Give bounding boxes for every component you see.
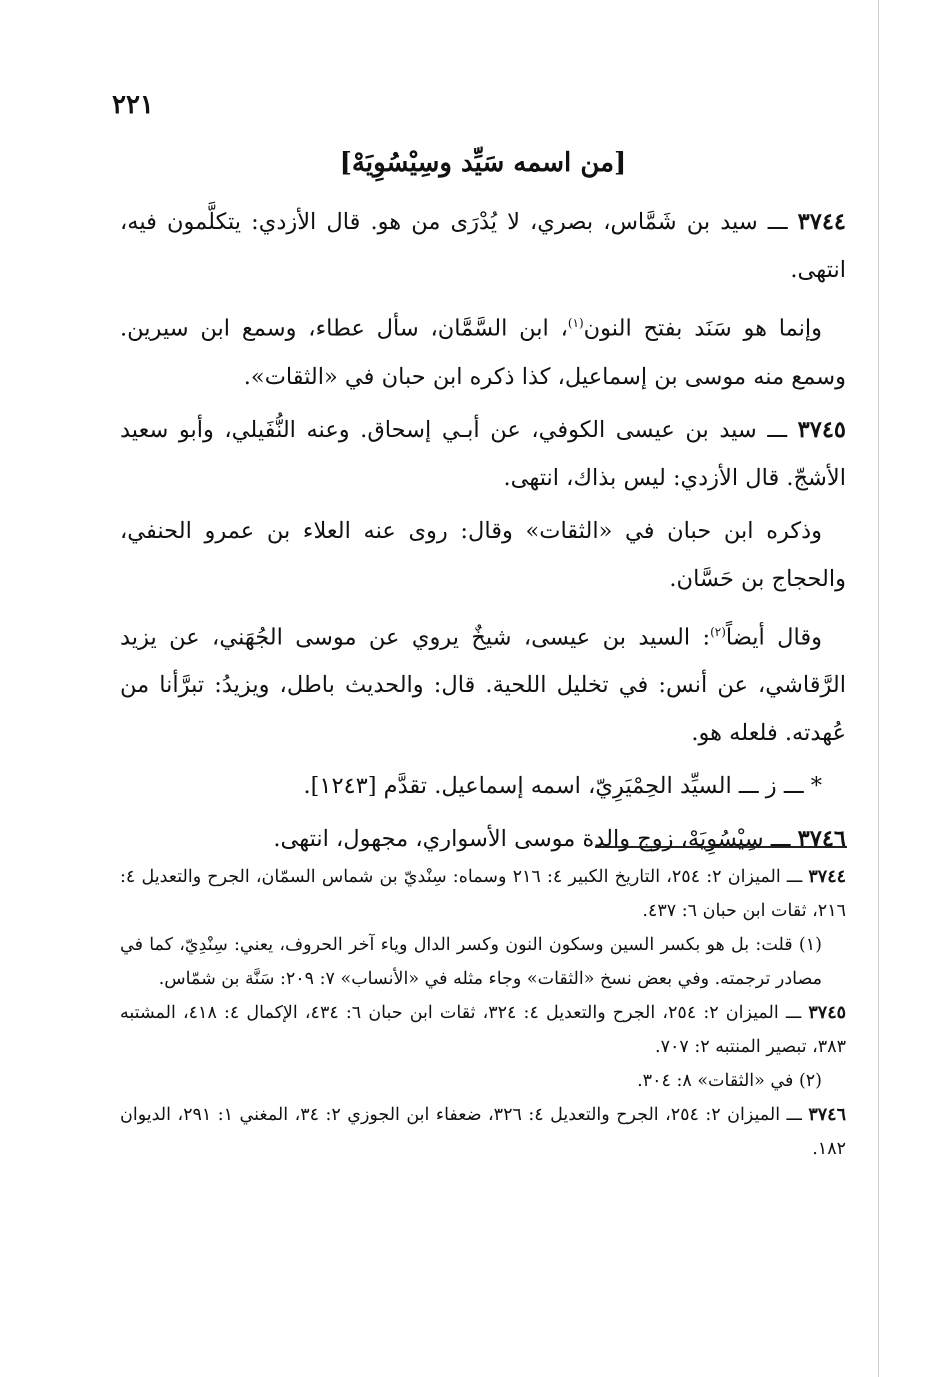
footnote-2: (٢) في «الثقات» ٨: ٣٠٤. xyxy=(637,1071,822,1091)
note-number: ٣٧٤٦ xyxy=(808,1105,846,1125)
paragraph-text: وإنما هو سَنَد بفتح النون xyxy=(583,315,822,342)
note-text: ـــ الميزان ٢: ٢٥٤، الجرح والتعديل ٤: ٣٢٦، ضعفاء ابن الجوزي ٢: ٣٤، المغني ١: ٢٩١، الديوان ١٨٢. xyxy=(120,1105,846,1159)
entry-text: ـــ سيد بن شَمَّاس، بصري، لا يُدْرَى من هو. قال الأزدي: يتكلَّمون فيه، انتهى. xyxy=(120,209,846,283)
paragraph-text: : السيد بن عيسى، شيخٌ يروي عن موسى الجُهَني، عن يزيد الرَّقاشي، عن أنس: في تخليل اللحية. قال: والحديث باطل، ويزيدُ: تبرَّأنا من عُهدته. فلعله هو. xyxy=(120,624,846,746)
source-note-3746 xyxy=(120,1098,846,1166)
note-text: ـــ الميزان ٢: ٢٥٤، الجرح والتعديل ٤: ٣٢٤، ثقات ابن حبان ٦: ٤٣٤، الإكمال ٤: ٤١٨، المشتبه ٣٨٣، تبصير المنتبه ٢: ٧٠٧. xyxy=(120,1003,846,1057)
section-heading: [من اسمه سَيِّد وسِيْسُوِيَهْ] xyxy=(339,148,627,178)
entry-3744 xyxy=(120,198,846,294)
entry-3745 xyxy=(120,406,846,502)
note-text: ـــ الميزان ٢: ٢٥٤، التاريخ الكبير ٤: ٢١٦ وسماه: سِنْديّ بن شماس السمّان، الجرح والتعديل ٤: ٢١٦، ثقات ابن حبان ٦: ٤٣٧. xyxy=(120,867,846,921)
footnote-1: (١) قلت: بل هو بكسر السين وسكون النون وكسر الدال وياء آخر الحروف، يعني: سِنْدِيّ، كما في مصادر ترجمته. وفي بعض نسخ «الثقات» وجاء مثله في «الأنساب» ٧: ٢٠٩: سَنَّة بن شمّاس. xyxy=(120,935,822,989)
paragraph: وذكره ابن حبان في «الثقات» وقال: روى عنه العلاء بن عمرو الحنفي، والحجاج بن حَسَّان. xyxy=(120,517,846,592)
note-number: ٣٧٤٥ xyxy=(808,1003,846,1023)
paragraph xyxy=(120,608,846,758)
main-text xyxy=(120,198,846,868)
entry-number: ٣٧٤٥ xyxy=(797,416,846,443)
entry-3746 xyxy=(120,815,846,863)
entry-text: ـــ سيد بن عيسى الكوفي، عن أبـي إسحاق. وعنه النُّفَيلي، وأبو سعيد الأشجّ. قال الأزدي: ليس بذاك، انتهى. xyxy=(120,416,846,491)
paragraph xyxy=(120,299,846,401)
footnotes xyxy=(120,860,846,1166)
footnote-ref: (١) xyxy=(567,316,584,330)
source-note-3744 xyxy=(120,860,846,928)
entry-number: ٣٧٤٤ xyxy=(797,209,846,235)
paragraph-text: وقال أيضاً xyxy=(725,624,823,650)
cross-reference-line: * ـــ ز ـــ السيِّد الحِمْيَرِيّ، اسمه إسماعيل. تقدَّم [١٢٤٣]. xyxy=(303,773,822,799)
page-number: ٢٢١ xyxy=(112,90,154,120)
footnote-ref: (٢) xyxy=(710,624,726,639)
entry-number: ٣٧٤٦ xyxy=(797,826,846,852)
note-number: ٣٧٤٤ xyxy=(808,867,847,887)
footnote-separator xyxy=(595,846,847,848)
entry-text: ـــ سِيْسُوِيَهْ، زوج والدة موسى الأسواري، مجهول، انتهى. xyxy=(273,826,798,852)
paragraph-text: ، ابن السَّمَّان، سأل عطاء، وسمع ابن سيرين. وسمع منه موسى بن إسماعيل، كذا ذكره ابن حبان في «الثقات». xyxy=(120,315,846,390)
source-note-3745 xyxy=(120,996,846,1064)
page-edge-line xyxy=(878,0,879,1377)
